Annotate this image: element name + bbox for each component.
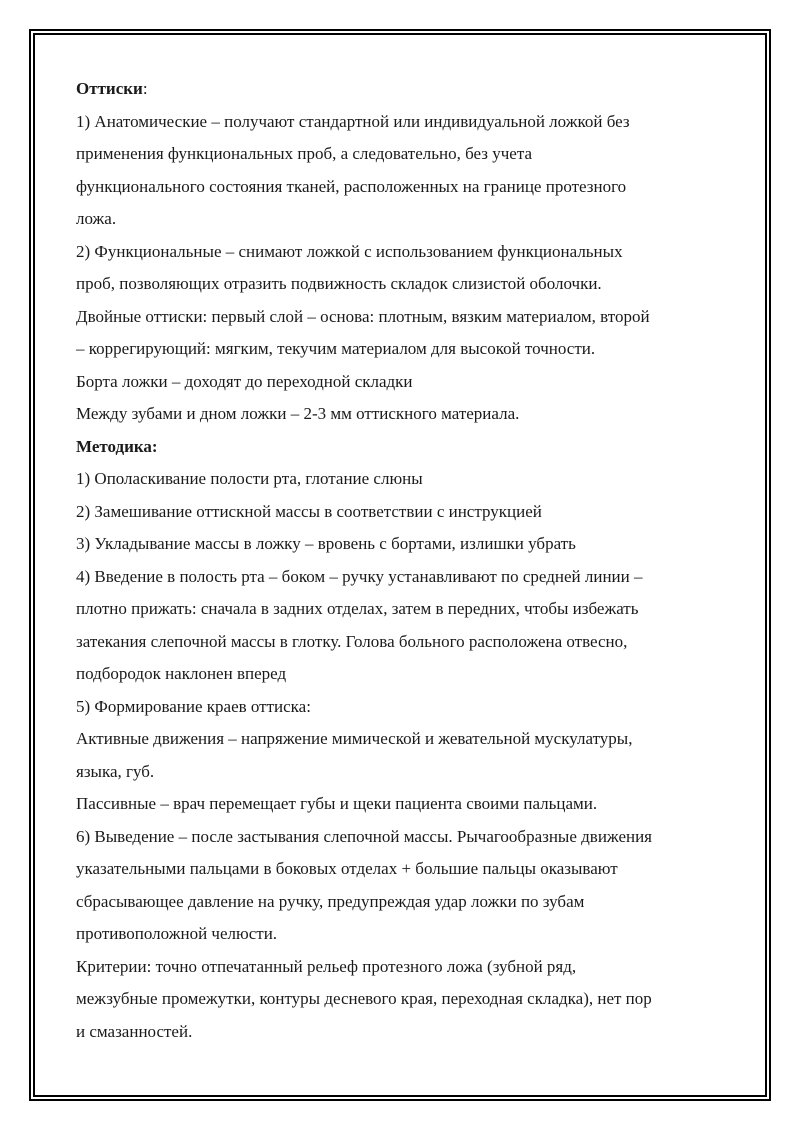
text-line: сбрасывающее давление на ручку, предупреждая удар ложки по зубам [76,891,585,911]
heading-impressions-line [76,73,726,106]
text-line: Двойные оттиски: первый слой – основа: плотным, вязким материалом, второй [76,306,650,326]
text-line: языка, губ. [76,761,155,781]
text-line: Пассивные – врач перемещает губы и щеки пациента своими пальцами. [76,794,598,813]
text-line: Между зубами и дном ложки – 2-3 мм оттискного материала. [76,404,520,423]
text-line: 6) Выведение – после застывания слепочной массы. Рычагообразные движения [76,826,652,846]
text-line: функционального состояния тканей, расположенных на границе протезного [76,176,627,196]
text-line: противоположной челюсти. [76,924,278,943]
text-line: 3) Укладывание массы в ложку – вровень с бортами, излишки убрать [76,534,576,553]
document-body [76,73,726,1048]
text-line: применения функциональных проб, а следовательно, без учета [76,144,533,163]
text-line: 2) Функциональные – снимают ложкой с использованием функциональных [76,241,623,261]
text-line: затекания слепочной массы в глотку. Голова больного расположена отвесно, [76,631,628,651]
text-line: указательными пальцами в боковых отделах + большие пальцы оказывают [76,859,618,878]
text-line: Активные движения – напряжение мимической и жевательной мускулатуры, [76,729,633,748]
text-line: 1) Анатомические – получают стандартной или индивидуальной ложкой без [76,111,630,131]
text-line: межзубные промежутки, контуры десневого края, переходная складка), нет пор [76,989,652,1008]
text-line: подбородок наклонен вперед [76,664,287,683]
text-line: Критерии: точно отпечатанный рельеф протезного ложа (зубной ряд, [76,956,577,976]
heading-impressions: Оттиски [76,79,143,98]
text-line: ложа. [76,209,117,228]
text-line: 1) Ополаскивание полости рта, глотание слюны [76,469,423,488]
text-line: и смазанностей. [76,1021,193,1041]
heading-impressions-colon: : [142,79,148,98]
text-line: 4) Введение в полость рта – боком – ручку устанавливают по средней линии – [76,566,643,586]
text-line: 2) Замешивание оттискной массы в соответствии с инструкцией [76,501,542,521]
method-section [76,463,726,1048]
heading-method: Методика: [76,436,158,456]
text-line: проб, позволяющих отразить подвижность складок слизистой оболочки. [76,274,602,293]
text-line: – коррегирующий: мягким, текучим материалом для высокой точности. [76,339,596,358]
text-line: Борта ложки – доходят до переходной складки [76,371,413,391]
text-line: плотно прижать: сначала в задних отделах, затем в передних, чтобы избежать [76,599,639,618]
impressions-section [76,106,726,431]
text-line: 5) Формирование краев оттиска: [76,696,311,716]
